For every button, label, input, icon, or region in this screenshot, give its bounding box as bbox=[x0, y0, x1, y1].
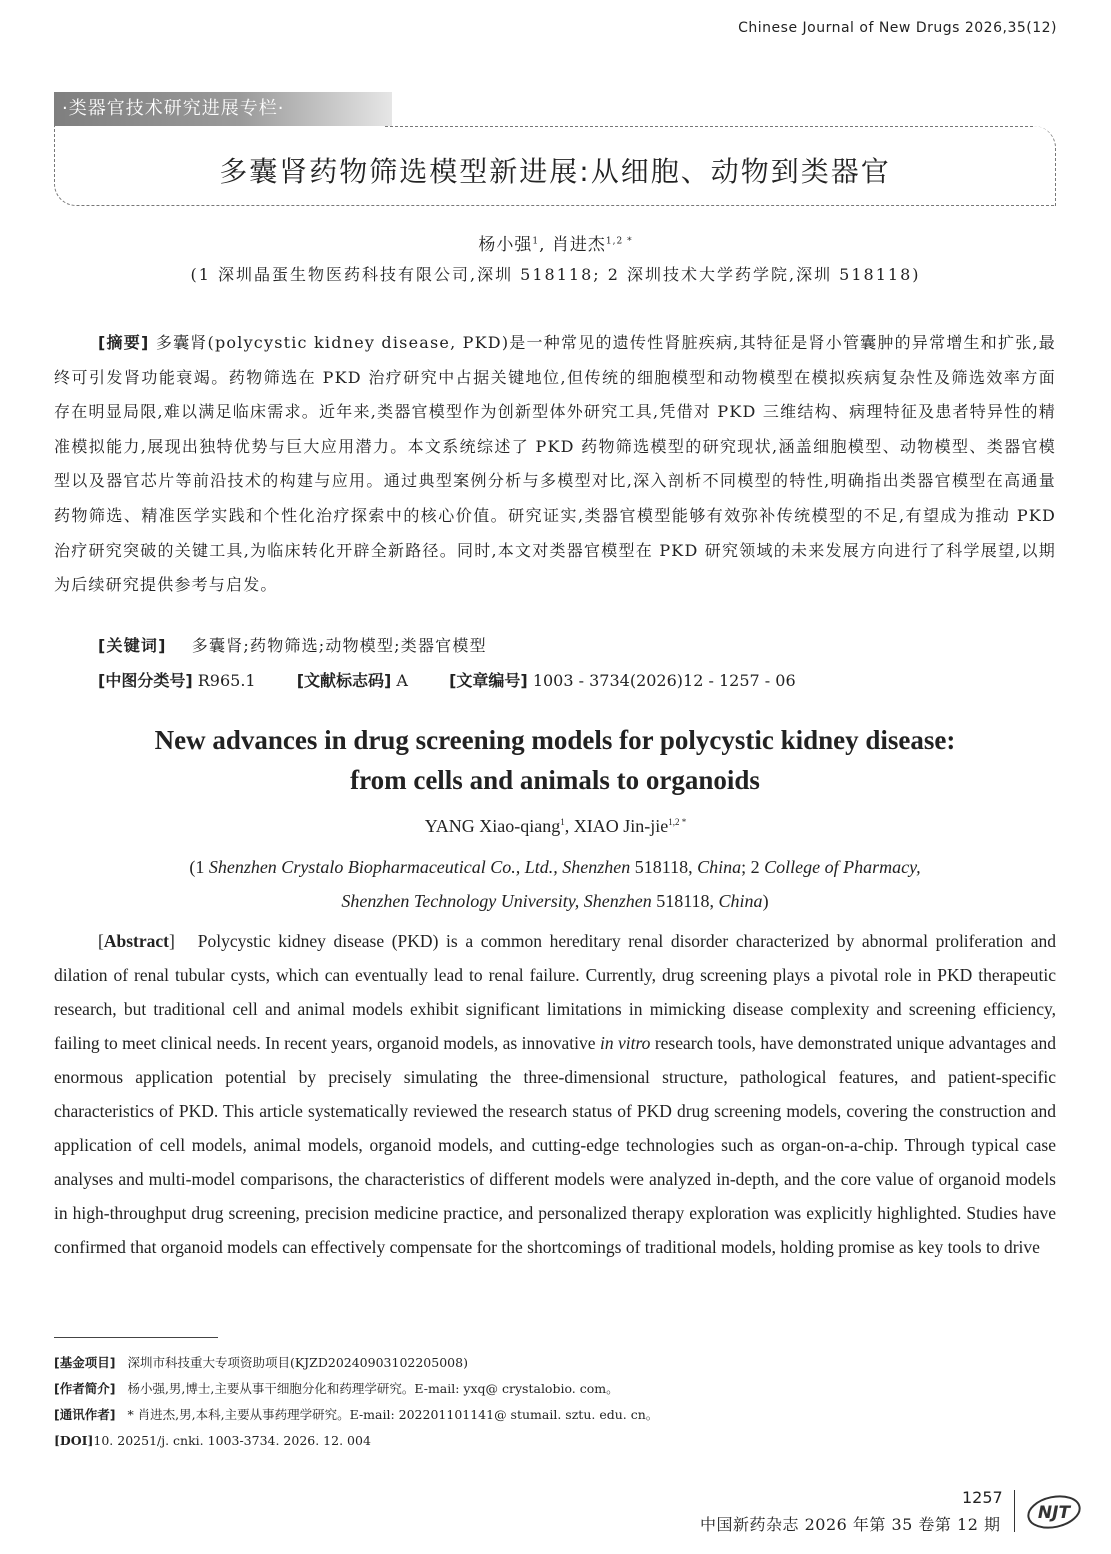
english-title-line-1: New advances in drug screening models for polycystic kidney disease: bbox=[154, 725, 956, 755]
clc-label: [中图分类号] bbox=[98, 671, 193, 690]
keywords-label: [关键词] bbox=[98, 636, 167, 655]
footer-divider bbox=[1014, 1490, 1015, 1532]
fund-label: [基金项目] bbox=[54, 1355, 116, 1370]
svg-text:NJT: NJT bbox=[1037, 1503, 1071, 1523]
english-title-line-2: from cells and animals to organoids bbox=[350, 765, 760, 795]
footnote-doi bbox=[54, 1428, 1056, 1454]
footnote-corresponding bbox=[54, 1402, 1056, 1428]
english-title bbox=[54, 720, 1056, 800]
author-info-label: [作者简介] bbox=[54, 1381, 116, 1396]
english-affiliation bbox=[54, 850, 1056, 918]
doi-text: 10. 20251/j. cnki. 1003-3734. 2026. 12. 004 bbox=[93, 1433, 371, 1448]
doi-label: [DOI] bbox=[54, 1433, 94, 1448]
en-author-2-affil: 1,2 * bbox=[668, 817, 687, 827]
en-author-1-affil: 1 bbox=[560, 817, 565, 827]
chinese-affiliation: (1 深圳晶蛋生物医药科技有限公司,深圳 518118; 2 深圳技术大学药学院,深圳 518118) bbox=[190, 265, 921, 284]
journal-logo-icon bbox=[1024, 1492, 1084, 1532]
footnote-author bbox=[54, 1376, 1056, 1402]
affil-2b: Shenzhen Technology University, Shenzhen bbox=[341, 891, 652, 911]
classification-line bbox=[98, 668, 1058, 691]
footnotes bbox=[54, 1350, 1056, 1454]
affil-2-country: China bbox=[718, 891, 763, 911]
doc-code-label: [文献标志码] bbox=[296, 671, 392, 690]
author-2-affil: 1,2 * bbox=[605, 236, 633, 247]
chinese-abstract-label: [摘要] bbox=[98, 333, 150, 352]
en-author-1: YANG Xiao-qiang bbox=[424, 816, 561, 836]
chinese-authors bbox=[0, 230, 1111, 255]
author-separator: , bbox=[539, 235, 552, 255]
affil-open: (1 bbox=[189, 857, 209, 877]
affil-2-zip: 518118, bbox=[651, 891, 719, 911]
chinese-title: 多囊肾药物筛选模型新进展:从细胞、动物到类器官 bbox=[219, 155, 891, 188]
english-abstract-italic: in vitro bbox=[599, 1033, 651, 1053]
affil-2: College of Pharmacy, bbox=[764, 857, 921, 877]
affil-close: ) bbox=[762, 891, 769, 911]
fund-text: 深圳市科技重大专项资助项目(KJZD20240903102205008) bbox=[127, 1355, 468, 1370]
article-no-value: 1003 - 3734(2026)12 - 1257 - 06 bbox=[532, 671, 796, 690]
affil-1: Shenzhen Crystalo Biopharmaceutical Co., Ltd., Shenzhen bbox=[208, 857, 631, 877]
author-1: 杨小强 bbox=[478, 235, 533, 255]
english-abstract-label: Abstract bbox=[103, 931, 169, 951]
affil-mid: ; 2 bbox=[741, 857, 765, 877]
clc-value: R965.1 bbox=[197, 671, 256, 690]
article-no-label: [文章编号] bbox=[449, 671, 528, 690]
footnote-divider bbox=[54, 1337, 218, 1338]
chinese-abstract bbox=[54, 326, 1056, 603]
keywords-text: 多囊肾;药物筛选;动物模型;类器官模型 bbox=[191, 636, 487, 655]
footer-journal: 中国新药杂志 2026 年第 35 卷第 12 期 bbox=[700, 1515, 1001, 1534]
author-info-text: 杨小强,男,博士,主要从事干细胞分化和药理学研究。E-mail: yxq@ crystalobio. com。 bbox=[127, 1381, 619, 1396]
corresponding-label: [通讯作者] bbox=[54, 1407, 116, 1422]
author-2: 肖进杰 bbox=[551, 235, 606, 255]
english-authors bbox=[0, 816, 1111, 837]
footnote-fund bbox=[54, 1350, 1056, 1376]
author-1-affil: 1 bbox=[532, 236, 540, 247]
en-author-2: XIAO Jin-jie bbox=[573, 816, 669, 836]
journal-header: Chinese Journal of New Drugs 2026,35(12) bbox=[738, 20, 1057, 36]
english-abstract-part-1: Polycystic kidney disease (PKD) is a common hereditary renal disorder characterized by abnormal proliferation and dilation of renal tubular cysts, which can eventually lead to renal failure. Currently, drug screening plays a pivotal role in PKD therapeutic research, but traditional cell and animal models exhibit significant limitations in mimicking disease complexity and screening efficiency, failing to meet clinical needs. In recent years, organoid models, as innovative bbox=[54, 931, 1056, 1053]
chinese-keywords bbox=[98, 633, 487, 656]
english-abstract-part-2: research tools, have demonstrated unique advantages and enormous application potential by precisely simulating the three-dimensional structure, pathological features, and patient-specific characteristics of PKD. This article systematically reviewed the research status of PKD drug screening models, covering the construction and application of cell models, animal models, organoid models, and cutting-edge technologies such as organ-on-a-chip. Through typical case analyses and multi-model comparisons, the characteristics of different models were analyzed in-depth, and the core value of organoid models in high-throughput drug screening, precision medicine practice, and personalized therapy exploration was explicitly highlighted. Studies have confirmed that organoid models can effectively compensate for the shortcomings of traditional models, holding promise as key tools to drive bbox=[54, 1033, 1056, 1257]
affil-1-country: China bbox=[697, 857, 742, 877]
column-label: ·类器官技术研究进展专栏· bbox=[54, 92, 392, 126]
page-number: 1257 bbox=[962, 1488, 1003, 1507]
en-author-separator: , bbox=[564, 816, 574, 836]
corresponding-text: * 肖进杰,男,本科,主要从事药理学研究。E-mail: 202201101141@ stumail. sztu. edu. cn。 bbox=[127, 1407, 659, 1422]
affil-1-zip: 518118, bbox=[630, 857, 698, 877]
english-abstract: [Abstract] Polycystic kidney disease (PKD) is a common hereditary renal disorder characterized by abnormal proliferation and dilation of renal tubular cysts, which can eventually lead to renal failure. Currently, drug screening plays a pivotal role in PKD therapeutic research, but traditional cell and animal models exhibit significant limitations in mimicking disease complexity and screening efficiency, failing to meet clinical needs. In recent years, organoid models, as innovative in vitro research tools, have demonstrated unique advantages and enormous application potential by precisely simulating the three-dimensional structure, pathological features, and patient-specific characteristics of PKD. This article systematically reviewed the research status of PKD drug screening models, covering the construction and application of cell models, animal models, organoid models, and cutting-edge technologies such as organ-on-a-chip. Through typical case analyses and multi-model comparisons, the characteristics of different models were analyzed in-depth, and the core value of organoid models in high-throughput drug screening, precision medicine practice, and personalized therapy exploration was explicitly highlighted. Studies have confirmed that organoid models can effectively compensate for the shortcomings of traditional models, holding promise as key tools to drive bbox=[54, 931, 1056, 1257]
chinese-abstract-text: 多囊肾(polycystic kidney disease, PKD)是一种常见的遗传性肾脏疾病,其特征是肾小管囊肿的异常增生和扩张,最终可引发肾功能衰竭。药物筛选在 PKD 治疗研究中占据关键地位,但传统的细胞模型和动物模型在模拟疾病复杂性及筛选效率方面存在明显局限,难以满足临床需求。近年来,类器官模型作为创新型体外研究工具,凭借对 PKD 三维结构、病理特征及患者特异性的精准模拟能力,展现出独特优势与巨大应用潜力。本文系统综述了 PKD 药物筛选模型的研究现状,涵盖细胞模型、动物模型、类器官模型以及器官芯片等前沿技术的构建与应用。通过典型案例分析与多模型对比,深入剖析不同模型的特性,明确指出类器官模型在高通量药物筛选、精准医学实践和个性化治疗探索中的核心价值。研究证实,类器官模型能够有效弥补传统模型的不足,有望成为推动 PKD 治疗研究突破的关键工具,为临床转化开辟全新路径。同时,本文对类器官模型在 PKD 研究领域的未来发展方向进行了科学展望,以期为后续研究提供参考与启发。 bbox=[54, 333, 1056, 595]
doc-code-value: A bbox=[396, 671, 408, 690]
